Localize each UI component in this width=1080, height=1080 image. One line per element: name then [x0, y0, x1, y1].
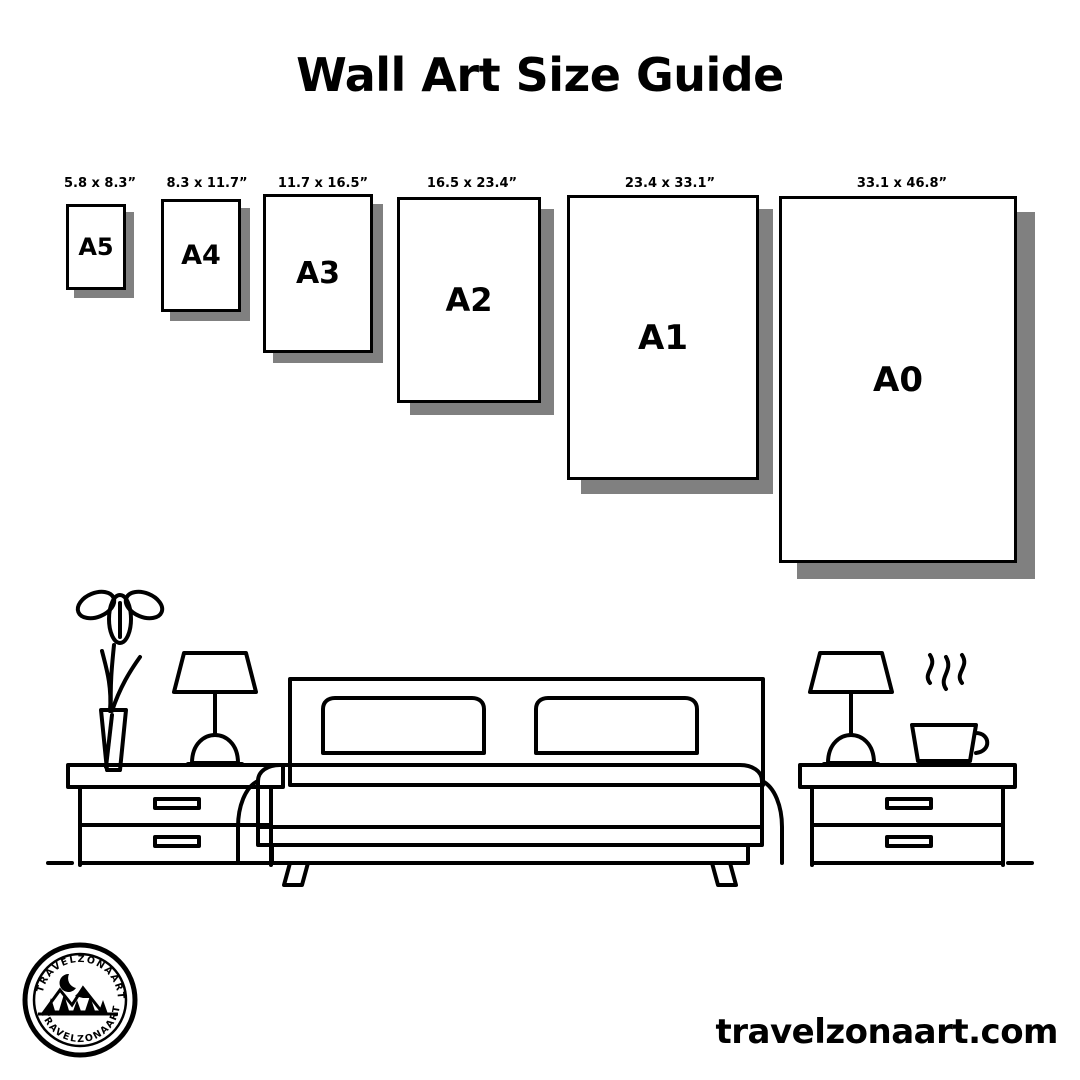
right-nightstand	[800, 765, 1015, 865]
bed	[238, 679, 782, 885]
frame-label-a2: A2	[445, 281, 493, 319]
frame-label-a0: A0	[873, 359, 923, 400]
bedroom-scene	[40, 575, 1040, 895]
frame-box-a1	[567, 195, 759, 480]
mountain-moon-pine-badge-icon	[25, 945, 135, 1055]
frame-box-a3	[263, 194, 373, 353]
frame-label-a1: A1	[638, 317, 688, 358]
right-lamp	[810, 653, 892, 764]
plant-vase	[74, 587, 166, 770]
frame-dimension-a1: 23.4 x 33.1”	[624, 176, 716, 191]
frame-dimension-a4: 8.3 x 11.7”	[166, 176, 248, 191]
frame-box-a2	[397, 197, 541, 403]
frame-box-a4	[161, 199, 241, 312]
frame-label-a3: A3	[295, 256, 341, 291]
left-lamp	[174, 653, 256, 764]
coffee-cup	[912, 655, 987, 761]
frame-dimension-a0: 33.1 x 46.8”	[856, 176, 948, 191]
frame-dimension-a3: 11.7 x 16.5”	[277, 176, 369, 191]
brand-logo	[20, 940, 140, 1060]
frame-dimension-a5: 5.8 x 8.3”	[63, 176, 137, 191]
left-nightstand	[68, 765, 283, 865]
frame-label-a5: A5	[78, 233, 114, 261]
website-url[interactable]: travelzonaart.com	[715, 1012, 1058, 1052]
frame-label-a4: A4	[181, 240, 221, 271]
logo-text-bottom: TRAVELZONAART	[38, 1003, 124, 1046]
frame-dimension-a2: 16.5 x 23.4”	[426, 176, 518, 191]
frame-box-a5	[66, 204, 126, 290]
logo-text-top: TRAVELZONAART	[34, 953, 127, 1001]
frame-box-a0	[779, 196, 1017, 563]
page-title: Wall Art Size Guide	[296, 48, 784, 102]
